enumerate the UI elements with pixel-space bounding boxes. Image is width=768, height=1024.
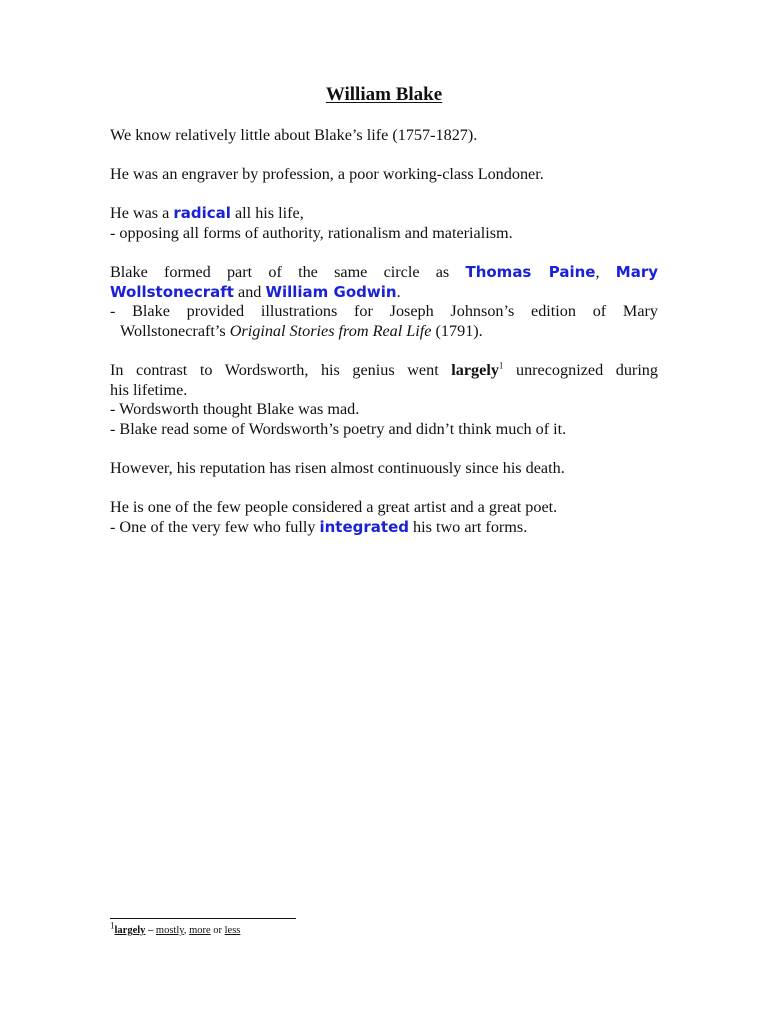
highlight-thomas-paine: Thomas Paine — [465, 263, 596, 282]
bullet-line: - Wordsworth thought Blake was mad. — [110, 400, 360, 419]
text-line — [110, 361, 658, 381]
text-segment: In contrast to Wordsworth, his genius went — [110, 361, 452, 380]
footnote — [110, 920, 241, 937]
text-line — [110, 204, 658, 224]
text-segment: - One of the very few who fully — [110, 517, 320, 536]
footnote-dash: – — [145, 925, 156, 936]
highlight-integrated: integrated — [319, 517, 409, 536]
text-segment: and — [233, 282, 266, 301]
paragraph-circle — [110, 263, 658, 341]
bullet-line: - Blake read some of Wordsworth’s poetry and didn’t think much of it. — [110, 419, 567, 438]
text-segment: unrecognized during — [503, 361, 658, 380]
text-segment: Wollstonecraft’s — [120, 321, 230, 340]
footnote-term: largely — [114, 925, 146, 936]
footnote-word-less[interactable]: less — [224, 925, 241, 936]
text-segment: his two art forms. — [409, 517, 528, 536]
text-line — [110, 263, 658, 283]
highlight-wollstonecraft: Wollstonecraft — [110, 282, 234, 301]
paragraph-artist-poet — [110, 498, 658, 537]
highlight-mary: Mary — [615, 263, 658, 282]
footnote-comma: , — [183, 925, 190, 936]
footnote-ref[interactable]: 1 — [498, 360, 504, 371]
text-line: He is one of the few people considered a great artist and a great poet. — [110, 498, 558, 517]
text-line: his lifetime. — [110, 380, 188, 399]
paragraph-wordsworth — [110, 361, 658, 439]
text-segment: , — [595, 263, 616, 282]
text-segment: He was a — [110, 204, 174, 223]
footnote-divider — [110, 918, 296, 919]
text-segment: Blake formed part of the same circle as — [110, 263, 466, 282]
text-line: He was an engraver by profession, a poor working-class Londoner. — [110, 165, 544, 184]
bullet-line — [110, 518, 658, 538]
footnote-word-mostly[interactable]: mostly — [155, 925, 184, 936]
highlight-william-godwin: William Godwin — [265, 282, 397, 301]
text-segment: all his life, — [230, 204, 304, 223]
bullet-line: - opposing all forms of authority, rationalism and materialism. — [110, 223, 513, 242]
page-title: William Blake — [325, 84, 443, 105]
italic-book-title: Original Stories from Real Life — [229, 321, 432, 340]
paragraph-reputation — [110, 459, 658, 479]
bullet-line: - Blake provided illustrations for Joseph Johnson’s edition of Mary — [110, 302, 658, 321]
footnote-or: or — [210, 925, 225, 936]
paragraph-radical — [110, 204, 658, 243]
text-line — [110, 283, 658, 303]
footnote-number: 1 — [110, 920, 115, 931]
paragraph-profession — [110, 165, 658, 185]
text-segment: . — [396, 282, 401, 301]
highlight-radical: radical — [173, 204, 231, 223]
document-body — [110, 126, 658, 557]
footnote-word-more[interactable]: more — [189, 925, 211, 936]
bullet-line-continued — [110, 322, 658, 342]
text-line: However, his reputation has risen almost continuously since his death. — [110, 459, 565, 478]
paragraph-life — [110, 126, 658, 146]
text-line: We know relatively little about Blake’s life (1757-1827). — [110, 126, 478, 144]
text-segment: (1791). — [431, 321, 483, 340]
bold-largely: largely — [451, 361, 499, 380]
